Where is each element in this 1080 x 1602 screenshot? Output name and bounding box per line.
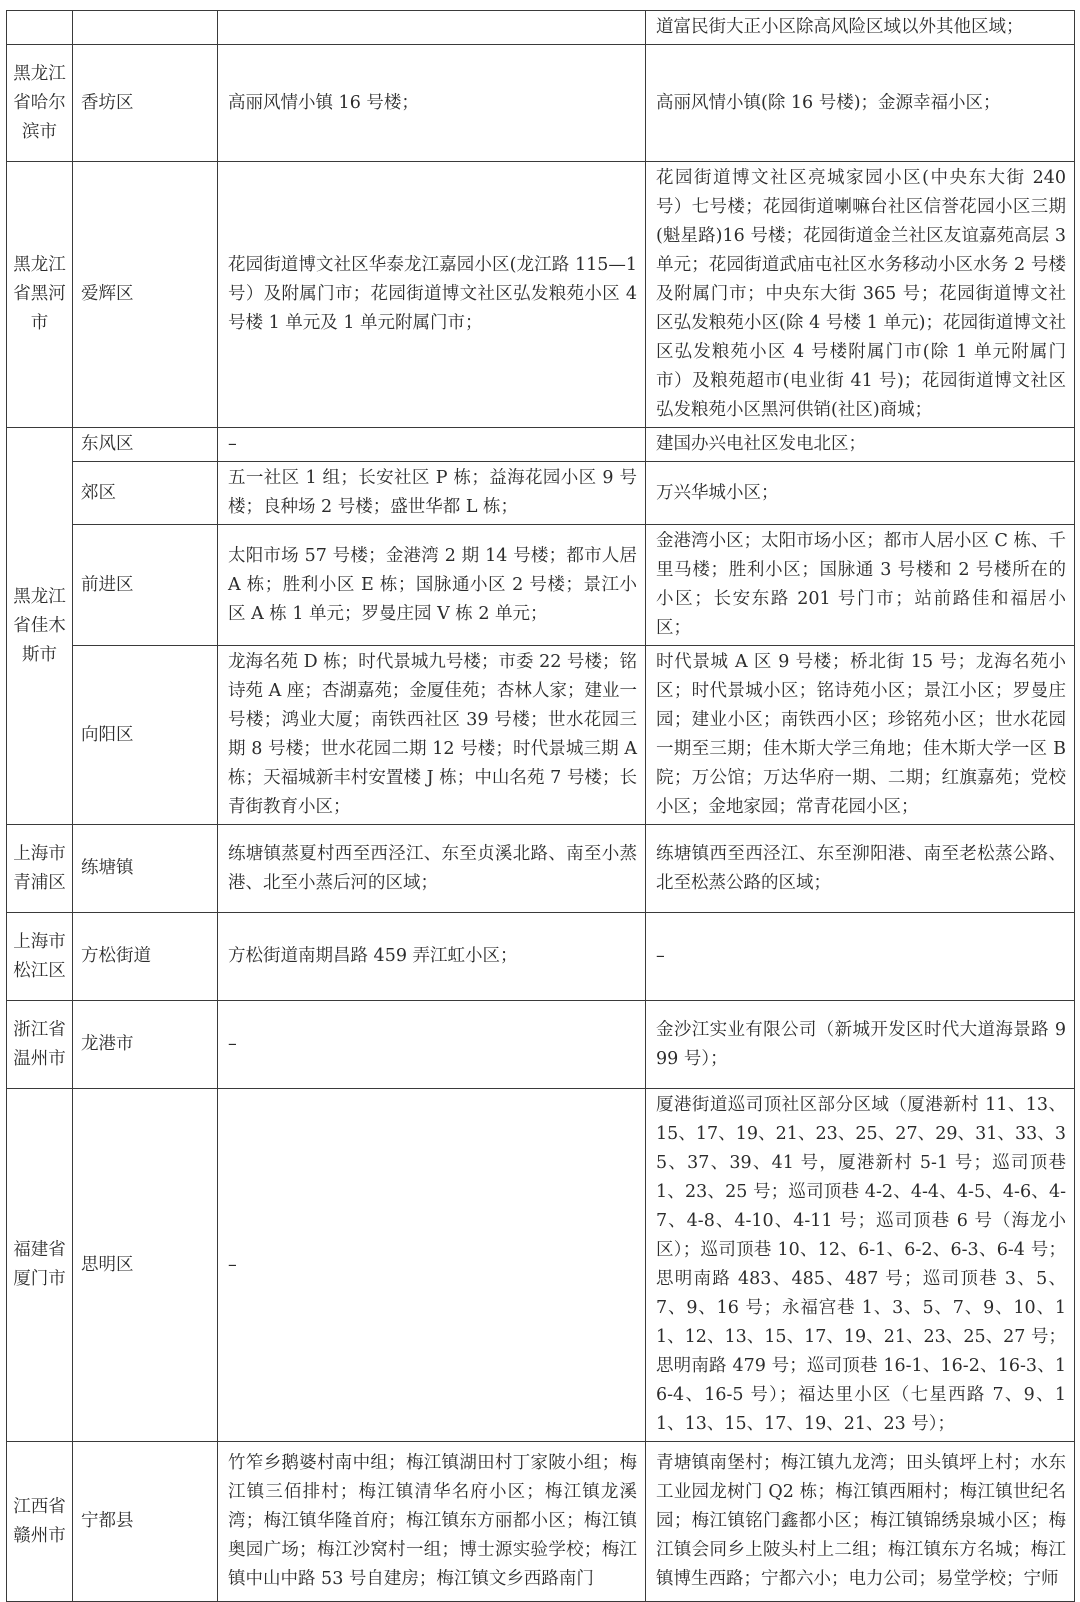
district-cell: 爱辉区 [73,162,218,428]
mid-risk-cell: 道富民街大正小区除高风险区域以外其他区域； [646,11,1075,45]
district-cell: 东风区 [73,428,218,462]
high-risk-cell: 花园街道博文社区华泰龙江嘉园小区(龙江路 115—1 号）及附属门市；花园街道博文社区弘发粮苑小区 4 号楼 1 单元及 1 单元附属门市； [218,162,646,428]
city-cell: 上海市青浦区 [7,825,73,913]
district-cell: 龙港市 [73,1001,218,1089]
mid-risk-cell: 万兴华城小区； [646,462,1075,525]
high-risk-cell: 方松街道南期昌路 459 弄江虹小区； [218,913,646,1001]
district-cell: 方松街道 [73,913,218,1001]
high-risk-cell: 高丽风情小镇 16 号楼； [218,45,646,162]
mid-risk-cell: 练塘镇西至西泾江、东至泖阳港、南至老松蒸公路、北至松蒸公路的区域； [646,825,1075,913]
district-cell: 香坊区 [73,45,218,162]
table-row [7,162,1075,428]
district-cell: 向阳区 [73,646,218,825]
city-cell: 黑龙江省黑河市 [7,162,73,428]
table-row [7,45,1075,162]
mid-risk-cell: 金沙江实业有限公司（新城开发区时代大道海景路 999 号）； [646,1001,1075,1089]
high-risk-cell: 五一社区 1 组；长安社区 P 栋；益海花园小区 9 号楼；良种场 2 号楼；盛世华都 L 栋； [218,462,646,525]
district-cell: 郊区 [73,462,218,525]
city-cell: 福建省厦门市 [7,1089,73,1442]
high-risk-cell: 龙海名苑 D 栋；时代景城九号楼；市委 22 号楼；铭诗苑 A 座；杏湖嘉苑；金厦佳苑；杏林人家；建业一号楼；鸿业大厦；南铁西社区 39 号楼；世水花园三期 8 号楼；世水花园二期 12 号楼；时代景城三期 A 栋；天福城新丰村安置楼 J 栋；中山名苑 7 号楼；长青街教育小区； [218,646,646,825]
district-cell: 宁都县 [73,1442,218,1602]
mid-risk-cell: 青塘镇南堡村；梅江镇九龙湾；田头镇坪上村；水东工业园龙树门 Q2 栋；梅江镇西厢村；梅江镇世纪名园；梅江镇铭门鑫都小区；梅江镇锦绣泉城小区；梅江镇会同乡上陂头村上二组；梅江镇东方名城；梅江镇博生西路；宁都六小；电力公司；易堂学校；宁师 [646,1442,1075,1602]
city-cell: 江西省赣州市 [7,1442,73,1602]
high-risk-cell: – [218,1001,646,1089]
high-risk-cell: – [218,1089,646,1442]
table-row [7,1089,1075,1442]
high-risk-cell: 练塘镇蒸夏村西至西泾江、东至贞溪北路、南至小蒸港、北至小蒸后河的区域； [218,825,646,913]
district-cell: 思明区 [73,1089,218,1442]
table-row [7,428,1075,462]
high-risk-cell: 太阳市场 57 号楼；金港湾 2 期 14 号楼；都市人居 A 栋；胜利小区 E 栋；国脉通小区 2 号楼；景江小区 A 栋 1 单元；罗曼庄园 V 栋 2 单元； [218,525,646,646]
district-cell [73,11,218,45]
city-cell: 上海市松江区 [7,913,73,1001]
table-row [7,913,1075,1001]
document-page [6,10,1075,1602]
table-row [7,646,1075,825]
city-cell: 黑龙江省佳木斯市 [7,428,73,825]
table-row [7,462,1075,525]
city-cell: 黑龙江省哈尔滨市 [7,45,73,162]
table-row [7,1001,1075,1089]
mid-risk-cell: 时代景城 A 区 9 号楼；桥北街 15 号；龙海名苑小区；时代景城小区；铭诗苑小区；景江小区；罗曼庄园；建业小区；南铁西小区；珍铭苑小区；世水花园一期至三期；佳木斯大学三角地；佳木斯大学一区 B 院；万公馆；万达华府一期、二期；红旗嘉苑；党校小区；金地家园；常青花园小区； [646,646,1075,825]
high-risk-cell: – [218,428,646,462]
mid-risk-cell: 花园街道博文社区亮城家园小区(中央东大街 240 号）七号楼；花园街道喇嘛台社区信誉花园小区三期(魁星路)16 号楼；花园街道金兰社区友谊嘉苑高层 3 单元；花园街道武庙屯社区水务移动小区水务 2 号楼及附属门市；中央东大街 365 号；花园街道博文社区弘发粮苑小区(除 4 号楼 1 单元)；花园街道博文社区弘发粮苑小区 4 号楼附属门市(除 1 单元附属门市）及粮苑超市(电业街 41 号)；花园街道博文社区弘发粮苑小区黑河供销(社区)商城； [646,162,1075,428]
table-row [7,525,1075,646]
table-row [7,1442,1075,1602]
district-cell: 前进区 [73,525,218,646]
high-risk-cell [218,11,646,45]
risk-area-table [6,10,1075,1602]
city-cell [7,11,73,45]
mid-risk-cell: 建国办兴电社区发电北区； [646,428,1075,462]
mid-risk-cell: 高丽风情小镇(除 16 号楼)；金源幸福小区； [646,45,1075,162]
table-row [7,11,1075,45]
district-cell: 练塘镇 [73,825,218,913]
mid-risk-cell: 金港湾小区；太阳市场小区；都市人居小区 C 栋、千里马楼；胜利小区；国脉通 3 号楼和 2 号楼所在的小区；长安东路 201 号门市；站前路佳和福居小区； [646,525,1075,646]
mid-risk-cell: – [646,913,1075,1001]
table-row [7,825,1075,913]
high-risk-cell: 竹笮乡鹅婆村南中组；梅江镇湖田村丁家陂小组；梅江镇三佰排村；梅江镇清华名府小区；梅江镇龙溪湾；梅江镇华隆首府；梅江镇东方丽都小区；梅江镇奥园广场；梅江沙窝村一组；博士源实验学校；梅江镇中山中路 53 号自建房；梅江镇文乡西路南门 [218,1442,646,1602]
city-cell: 浙江省温州市 [7,1001,73,1089]
mid-risk-cell: 厦港街道巡司顶社区部分区域（厦港新村 11、13、15、17、19、21、23、25、27、29、31、33、35、37、39、41 号，厦港新村 5-1 号；巡司顶巷 1、23、25 号；巡司顶巷 4-2、4-4、4-5、4-6、4-7、4-8、4-10、4-11 号；巡司顶巷 6 号（海龙小区）；巡司顶巷 10、12、6-1、6-2、6-3、6-4 号；思明南路 483、485、487 号；巡司顶巷 3、5、7、9、16 号；永福宫巷 1、3、5、7、9、10、11、12、13、15、17、19、21、23、25、27 号；思明南路 479 号；巡司顶巷 16-1、16-2、16-3、16-4、16-5 号）；福达里小区（七星西路 7、9、11、13、15、17、19、21、23 号）； [646,1089,1075,1442]
